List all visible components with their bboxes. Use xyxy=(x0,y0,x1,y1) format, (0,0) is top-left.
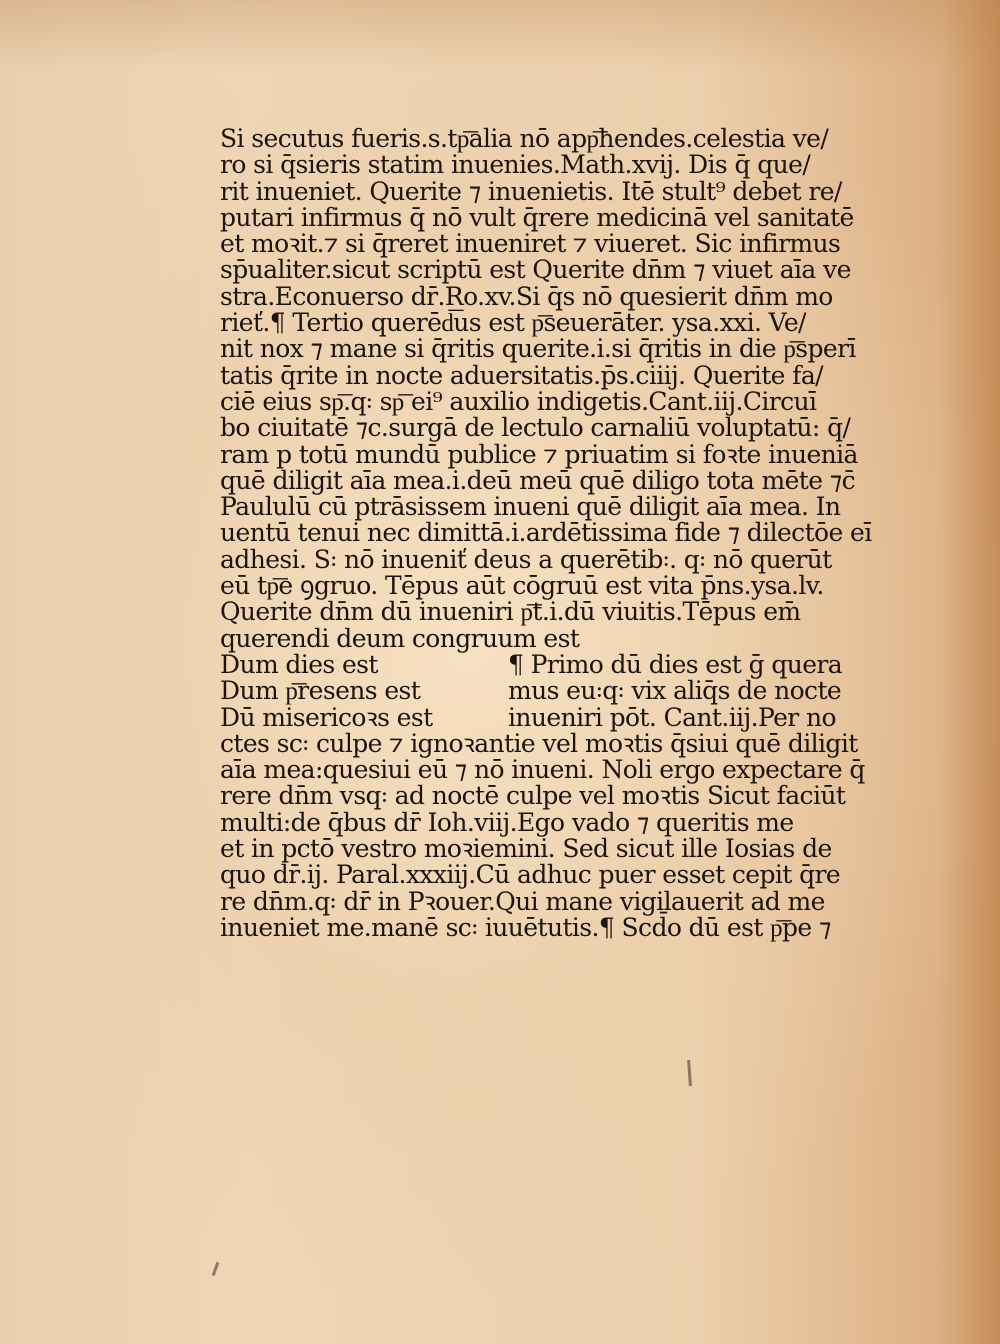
ink-stroke-mark xyxy=(687,1060,692,1086)
text-line: querendi deum congruum est xyxy=(220,623,580,653)
text-line: quē diligit aīa mea.i.deū meū quē diligo tota mēte ⁊c̄ xyxy=(220,465,856,495)
text-line: rit inueniet. Querite ⁊ inuenietis. Itē stult⁹ debet re/ xyxy=(220,176,842,206)
page-right-edge-shadow xyxy=(940,0,1000,1344)
text-line: multi:de q̄bus dr̄ Ioh.viij.Ego vado ⁊ queritis me xyxy=(220,807,794,837)
text-line: rieť.¶ Tertio querēd͞us est p͞seuerāter. ysa.xxi. Ve/ xyxy=(220,308,806,338)
text-line: eū tp͞e ꝯgruo. Tēpus aūt cōgruū est vita p̄ns.ysa.lv. xyxy=(220,571,824,601)
right-column-text xyxy=(508,649,888,732)
ink-stroke-mark xyxy=(212,1262,220,1276)
text-line: ram p totū mundū publice ⁊ priuatim si foꝛte inueniā xyxy=(220,439,858,469)
right-column-line: inueniri pōt. Cant.iij.Per no xyxy=(508,702,836,732)
text-line: putari infirmus q̄ nō vult q̄rere medicinā vel sanitatē xyxy=(220,202,854,232)
text-line: sp̄ualiter.sicut scriptū est Querite dn̄m ⁊ viuet aīa ve xyxy=(220,255,851,285)
text-line: bo ciuitatē ⁊c.surgā de lectulo carnaliū voluptatū: q̄/ xyxy=(220,413,851,443)
text-line: tatis q̄rite in nocte aduersitatis.p̄s.ciiij. Querite fa/ xyxy=(220,360,823,390)
text-line: ro si q̄sieris statim inuenies.Math.xvij. Dis q̄ que/ xyxy=(220,150,811,180)
text-line: inueniet me.manē sc꞉ iuuētutis.¶ Scd̄o dū est p͞pe ⁊ xyxy=(220,912,831,942)
text-line: rere dn̄m vsq꞉ ad noctē culpe vel moꝛtis Sicut faciūt xyxy=(220,781,846,811)
left-column-item: Dum dies est xyxy=(220,649,378,679)
two-column-section xyxy=(220,649,888,732)
text-line: et moꝛit.⁊ si q̄reret inueniret ⁊ viueret. Sic infirmus xyxy=(220,229,841,259)
right-column-line: mus eu꞉q꞉ vix aliq̄s de nocte xyxy=(508,676,842,706)
text-line: Querite dn̄m dū inueniri p͞t.i.dū viuitis.Tēpus em̄ xyxy=(220,597,801,627)
blackletter-text-block xyxy=(220,126,888,941)
text-line: stra.Econuerso dr̄.Ro.xv.Si q̄s nō quesierit dn̄m mo xyxy=(220,281,833,311)
text-line: ctes sc꞉ culpe ⁊ ignoꝛantie vel moꝛtis q̄siui quē diligit xyxy=(220,728,858,758)
left-column-item: Dū misericoꝛs est xyxy=(220,702,433,732)
left-column-item: Dum p͞resens est xyxy=(220,676,421,706)
text-line: adhesi. S꞉ nō inueniť deus a querētib꞉. q꞉ nō querūt xyxy=(220,544,832,574)
text-line: et in pctō vestro moꝛiemini. Sed sicut ille Iosias de xyxy=(220,834,832,864)
text-line: Si secutus fueris.s.tp͞alia nō app͞hendes.celestia ve/ xyxy=(220,124,829,153)
text-line: quo dr̄.ij. Paral.xxxiij.Cū adhuc puer esset cepit q̄re xyxy=(220,860,841,890)
text-line: uentū tenui nec dimittā.i.ardētissima fide ⁊ dilectōe eī xyxy=(220,518,872,548)
text-line: aīa mea:quesiui eū ⁊ nō inueni. Noli ergo expectare q̄ xyxy=(220,755,865,785)
text-line: ciē eius sp͞.q꞉ sp͞ ei⁹ auxilio indigetis.Cant.iij.Circuī xyxy=(220,386,817,416)
right-column-line: ¶ Primo dū dies est ḡ quera xyxy=(508,649,843,679)
text-line: nit nox ⁊ mane si q̄ritis querite.i.si q̄ritis in die p͞sperī xyxy=(220,334,856,364)
text-line: Paululū cū ptrāsissem inueni quē diligit aīa mea. In xyxy=(220,492,841,522)
text-line: re dn̄m.q꞉ dr̄ in Pꝛouer.Qui mane vigilauerit ad me xyxy=(220,886,825,916)
page-top-shadow xyxy=(0,0,1000,70)
left-column-list xyxy=(220,649,505,732)
